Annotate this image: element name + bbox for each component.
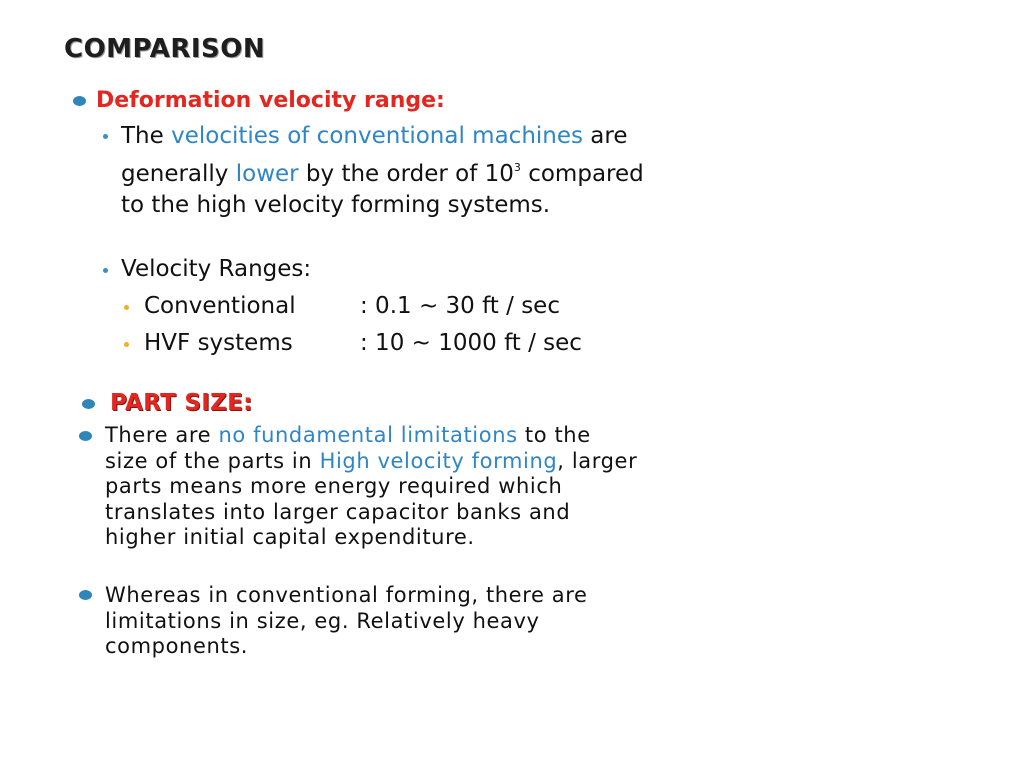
paragraph-line: parts means more energy required which	[105, 474, 563, 498]
superscript: 3	[513, 161, 521, 174]
range-label: HVF systems	[144, 330, 293, 356]
range-value: : 10 ~ 1000 ft / sec	[360, 330, 582, 356]
ranges-heading: Velocity Ranges:	[121, 256, 312, 282]
paragraph-line: higher initial capital expenditure.	[105, 525, 475, 549]
line-text: The	[121, 123, 172, 149]
range-bullet-icon	[124, 305, 129, 310]
sub-bullet-icon	[103, 268, 108, 273]
line-text: size of the parts in	[105, 448, 320, 473]
line-text: compared	[520, 161, 644, 187]
paragraph-line	[121, 190, 801, 221]
line-text: There are	[105, 423, 219, 447]
conventional-paragraph	[105, 583, 865, 660]
paragraph-line	[121, 121, 801, 152]
bullet-dot-icon	[79, 590, 92, 600]
range-row-hvf	[144, 330, 582, 356]
highlight-text: velocities of conventional machines	[171, 123, 583, 149]
velocity-paragraph	[121, 121, 801, 221]
paragraph-line	[105, 449, 865, 475]
slide-title: COMPARISON	[64, 34, 266, 64]
highlight-text: High velocity forming	[319, 448, 558, 473]
line-text: , larger	[557, 448, 638, 473]
range-label: Conventional	[144, 293, 296, 319]
bullet-dot-icon	[82, 399, 95, 409]
line-text: generally	[121, 161, 236, 187]
paragraph-line: limitations in size, eg. Relatively heavy	[105, 608, 540, 633]
range-value: : 0.1 ~ 30 ft / sec	[360, 293, 560, 319]
paragraph-line	[105, 423, 865, 449]
paragraph-line: Whereas in conventional forming, there are	[105, 583, 588, 607]
highlight-text: lower	[235, 161, 299, 187]
bullet-dot-icon	[73, 96, 86, 106]
line-text: are	[583, 123, 628, 149]
paragraph-line	[121, 152, 801, 190]
range-bullet-icon	[124, 342, 129, 347]
paragraph-line: components.	[105, 634, 249, 658]
section-heading-part-size: PART SIZE:	[110, 390, 253, 416]
line-text: by the order of 10	[298, 161, 514, 187]
line-text: to the high velocity forming systems.	[121, 192, 551, 218]
bullet-dot-icon	[79, 431, 92, 441]
range-row-conventional	[144, 293, 560, 319]
sub-bullet-icon	[103, 134, 108, 139]
highlight-text: no fundamental limitations	[218, 423, 518, 447]
section-heading-deformation: Deformation velocity range:	[96, 88, 445, 113]
paragraph-line: translates into larger capacitor banks and	[105, 499, 571, 524]
line-text: to the	[517, 423, 591, 447]
part-size-paragraph	[105, 423, 865, 551]
